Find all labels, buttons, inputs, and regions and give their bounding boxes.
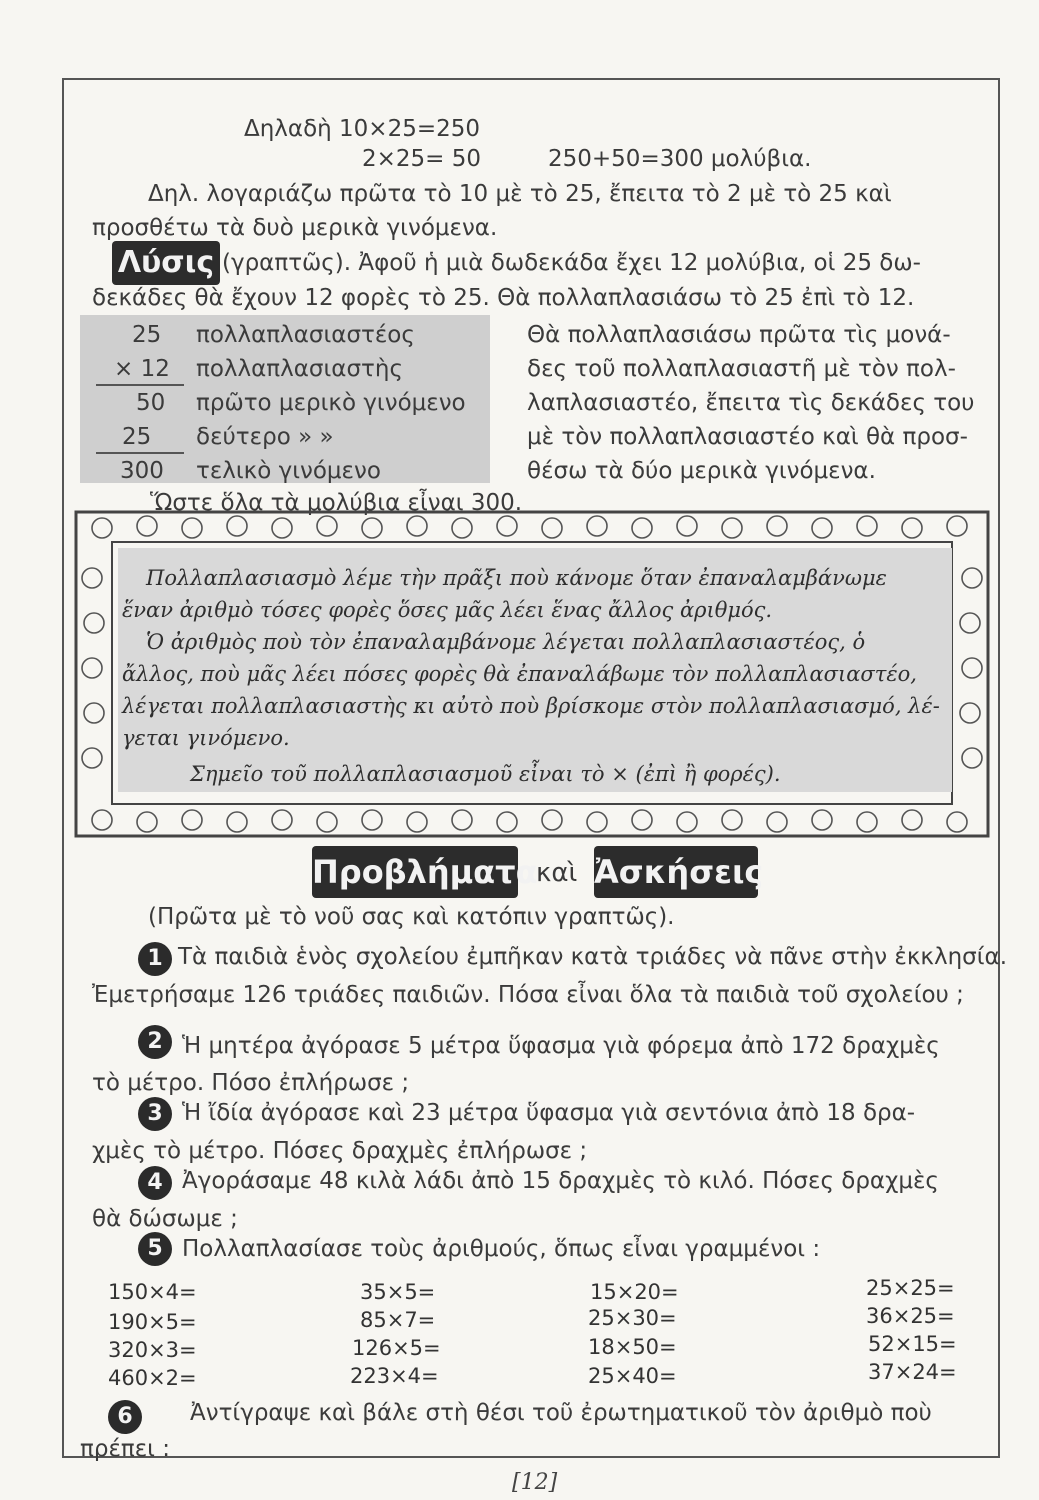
calc-divider bbox=[96, 384, 184, 386]
calc-number: 25 bbox=[122, 424, 152, 450]
example-line-2b: 250+50=300 μολύβια. bbox=[548, 146, 812, 172]
explanation-line-1: Δηλ. λογαριάζω πρῶτα τὸ 10 μὲ τὸ 25, ἔπειτα τὸ 2 μὲ τὸ 25 καὶ bbox=[148, 181, 892, 207]
problem-text: χμὲς τὸ μέτρο. Πόσες δραχμὲς ἐπλήρωσε ; bbox=[92, 1138, 588, 1164]
example-line-1: Δηλαδὴ 10×25=250 bbox=[244, 116, 481, 142]
rule-line: λέγεται πολλαπλασιαστὴς κι αὐτὸ ποὺ βρίσκομε στὸν πολλαπλασιασμό, λέ- bbox=[122, 694, 940, 718]
instruction: (Πρῶτα μὲ τὸ νοῦ σας καὶ κατόπιν γραπτῶς). bbox=[148, 904, 675, 930]
problem-text: τὸ μέτρο. Πόσο ἐπλήρωσε ; bbox=[92, 1070, 410, 1096]
exercise-item: 85×7= bbox=[360, 1308, 436, 1332]
section-title-problems: Προβλήματα bbox=[312, 846, 518, 898]
calc-number: 300 bbox=[120, 458, 164, 484]
calc-label: πολλαπλασιαστέος bbox=[196, 322, 415, 348]
problem-text: θὰ δώσωμε ; bbox=[92, 1206, 238, 1232]
rule-line: Πολλαπλασιασμὸ λέμε τὴν πρᾶξι ποὺ κάνομε ὅταν ἐπαναλαμβάνωμε bbox=[146, 566, 887, 590]
calc-number: 25 bbox=[132, 322, 162, 348]
calc-number: 50 bbox=[136, 390, 166, 416]
explain-line: δες τοῦ πολλαπλασιαστῆ μὲ τὸν πολ- bbox=[527, 356, 956, 382]
example-line-2a: 2×25= 50 bbox=[362, 146, 482, 172]
lysis-line-1: (γραπτῶς). Ἀφοῦ ἡ μιὰ δωδεκάδα ἔχει 12 μολύβια, οἱ 25 δω- bbox=[222, 250, 921, 276]
calc-label: δεύτερο » » bbox=[196, 424, 334, 450]
exercise-item: 35×5= bbox=[360, 1280, 436, 1304]
explain-line: λαπλασιαστέο, ἔπειτα τὶς δεκάδες του bbox=[527, 390, 975, 416]
lysis-line-2: δεκάδες θὰ ἔχουν 12 φορὲς τὸ 25. Θὰ πολλαπλασιάσω τὸ 25 ἐπὶ τὸ 12. bbox=[92, 285, 915, 311]
explain-line: μὲ τὸν πολλαπλασιαστέο καὶ θὰ προσ- bbox=[527, 424, 968, 450]
rule-line: ἕναν ἀριθμὸ τόσες φορὲς ὅσες μᾶς λέει ἕνας ἄλλος ἀριθμός. bbox=[122, 598, 773, 622]
rule-line: ἄλλος, ποὺ μᾶς λέει πόσες φορὲς θὰ ἐπαναλάβωμε τὸν πολλαπλασιαστέο, bbox=[122, 662, 917, 686]
exercise-item: 37×24= bbox=[868, 1360, 957, 1384]
exercise-item: 52×15= bbox=[868, 1332, 957, 1356]
conclusion: Ὥστε ὅλα τὰ μολύβια εἶναι 300. bbox=[150, 490, 523, 516]
explain-line: Θὰ πολλαπλασιάσω πρῶτα τὶς μονά- bbox=[527, 322, 951, 348]
calc-number: × 12 bbox=[114, 356, 170, 382]
exercise-item: 15×20= bbox=[590, 1280, 679, 1304]
problem-text: Ἀγοράσαμε 48 κιλὰ λάδι ἀπὸ 15 δραχμὲς τὸ κιλό. Πόσες δραχμὲς bbox=[182, 1168, 939, 1194]
problem-text: Πολλαπλασίασε τοὺς ἀριθμούς, ὅπως εἶναι γραμμένοι : bbox=[182, 1236, 821, 1262]
calc-label: πολλαπλασιαστὴς bbox=[196, 356, 403, 382]
explain-line: θέσω τὰ δύο μερικὰ γινόμενα. bbox=[527, 458, 876, 484]
exercise-item: 36×25= bbox=[866, 1304, 955, 1328]
exercise-item: 126×5= bbox=[352, 1336, 441, 1360]
problem-number-badge: 6 bbox=[108, 1400, 142, 1434]
calc-label: τελικὸ γινόμενο bbox=[196, 458, 381, 484]
explanation-line-2: προσθέτω τὰ δυὸ μερικὰ γινόμενα. bbox=[92, 215, 498, 241]
calc-divider bbox=[96, 452, 184, 454]
problem-text: Ἡ μητέρα ἀγόρασε 5 μέτρα ὕφασμα γιὰ φόρεμα ἀπὸ 172 δραχμὲς bbox=[182, 1033, 940, 1059]
problem-number-badge: 3 bbox=[138, 1097, 172, 1131]
section-title-exercises: Ἀσκήσεις bbox=[594, 846, 758, 898]
page-number: [12] bbox=[512, 1470, 558, 1495]
exercise-item: 25×40= bbox=[588, 1364, 677, 1388]
exercise-item: 190×5= bbox=[108, 1310, 197, 1334]
problem-text: Τὰ παιδιὰ ἑνὸς σχολείου ἐμπῆκαν κατὰ τριάδες νὰ πᾶνε στὴν ἐκκλησία. bbox=[178, 944, 1007, 970]
exercise-item: 150×4= bbox=[108, 1280, 197, 1304]
exercise-item: 320×3= bbox=[108, 1338, 197, 1362]
problem-text: Ἡ ἴδία ἀγόρασε καὶ 23 μέτρα ὕφασμα γιὰ σεντόνια ἀπὸ 18 δρα- bbox=[182, 1100, 916, 1126]
exercise-item: 25×30= bbox=[588, 1306, 677, 1330]
problem-text: πρέπει : bbox=[80, 1436, 171, 1462]
calc-label: πρῶτο μερικὸ γινόμενο bbox=[196, 390, 466, 416]
exercise-item: 223×4= bbox=[350, 1364, 439, 1388]
problem-number-badge: 1 bbox=[138, 942, 172, 976]
problem-text: Ἀντίγραψε καὶ βάλε στὴ θέσι τοῦ ἐρωτηματικοῦ τὸν ἀριθμὸ ποὺ bbox=[190, 1400, 932, 1426]
rule-line: γεται γινόμενο. bbox=[122, 726, 290, 750]
problem-number-badge: 5 bbox=[138, 1232, 172, 1266]
problem-text: Ἐμετρήσαμε 126 τριάδες παιδιῶν. Πόσα εἶναι ὅλα τὰ παιδιὰ τοῦ σχολείου ; bbox=[92, 982, 964, 1008]
exercise-item: 460×2= bbox=[108, 1366, 197, 1390]
exercise-item: 25×25= bbox=[866, 1276, 955, 1300]
rule-line: Σημεῖο τοῦ πολλαπλασιασμοῦ εἶναι τὸ × (ἐπὶ ἢ φορές). bbox=[190, 762, 781, 786]
section-title-and: καὶ bbox=[536, 858, 578, 888]
rule-line: Ὁ ἀριθμὸς ποὺ τὸν ἐπαναλαμβάνομε λέγεται πολλαπλασιαστέος, ὁ bbox=[146, 630, 866, 654]
problem-number-badge: 4 bbox=[138, 1166, 172, 1200]
problem-number-badge: 2 bbox=[138, 1025, 172, 1059]
lysis-badge: Λύσις bbox=[112, 241, 220, 285]
exercise-item: 18×50= bbox=[588, 1335, 677, 1359]
